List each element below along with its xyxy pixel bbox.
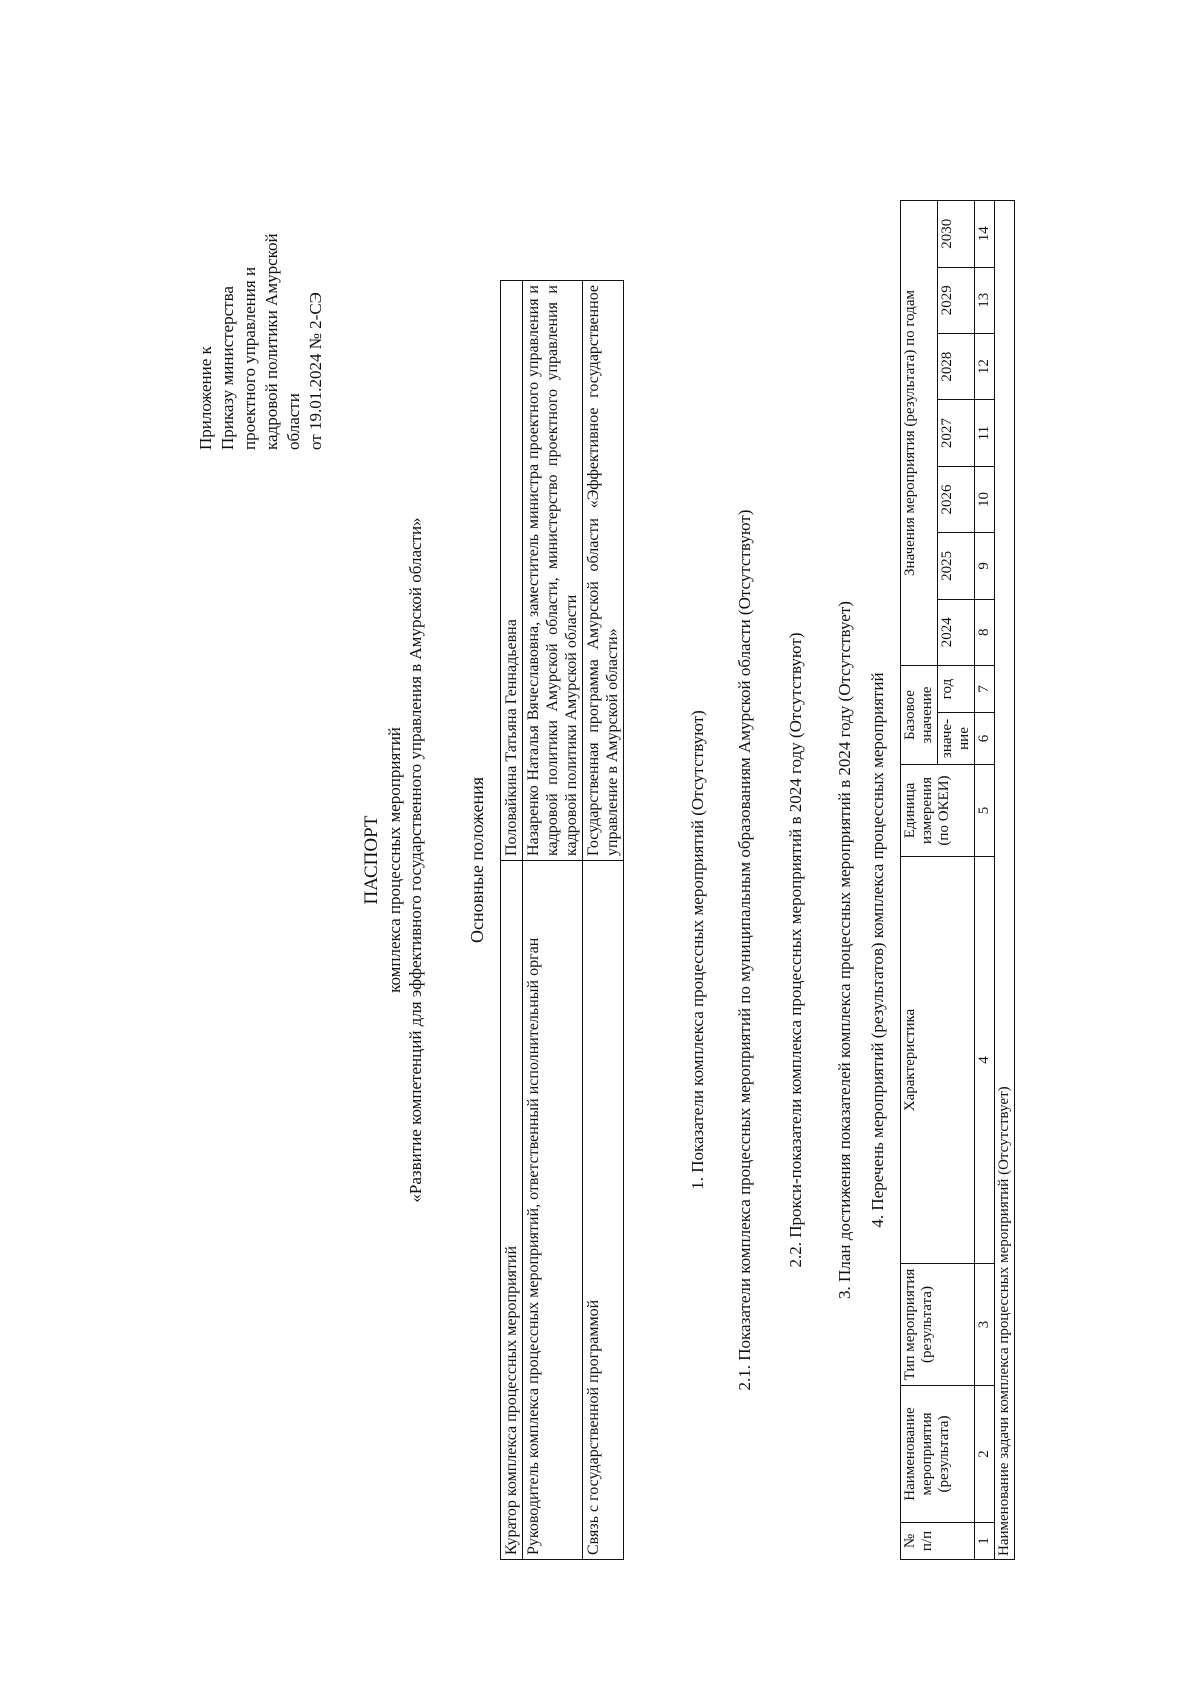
col-number: 10 — [975, 466, 995, 532]
main-provisions-table — [500, 280, 624, 1560]
header-year: 2025 — [938, 533, 975, 599]
header-unit: Единица измерения (по ОКЕИ) — [901, 765, 975, 857]
col-number: 7 — [975, 666, 995, 713]
section-2-2-heading: 2.2. Прокси-показатели комплекса процессных мероприятий в 2024 году (Отсутствуют) — [786, 632, 805, 1268]
section-1-heading: 1. Показатели комплекса процессных мероприятий (Отсутствуют) — [688, 710, 707, 1190]
appendix-line: кадровой политики Амурской — [262, 233, 281, 450]
table-row — [523, 281, 583, 1560]
appendix-line: проектного управления и — [240, 266, 259, 450]
col-number: 8 — [975, 599, 995, 665]
header-values-by-year: Значения мероприятия (результата) по годам — [901, 201, 938, 666]
row-key: Куратор комплекса процессных мероприятий — [501, 861, 523, 1560]
title-subtitle: комплекса процессных мероприятий — [385, 727, 404, 993]
column-number-row — [975, 201, 995, 1560]
appendix-line: от 19.01.2024 № 2-СЭ — [306, 292, 325, 450]
col-number: 6 — [975, 713, 995, 765]
section-4-heading: 4. Перечень мероприятий (результатов) комплекса процессных мероприятий — [868, 672, 887, 1228]
table-header-row — [901, 201, 938, 1560]
row-key: Связь с государственной программой — [583, 861, 624, 1560]
col-number: 9 — [975, 533, 995, 599]
col-number: 12 — [975, 333, 995, 399]
document-title — [360, 280, 426, 1440]
header-year: 2030 — [938, 201, 975, 268]
header-type: Тип мероприятия (результата) — [901, 1264, 975, 1386]
task-row — [995, 201, 1015, 1560]
col-number: 1 — [975, 1523, 995, 1560]
header-year: 2029 — [938, 267, 975, 333]
col-number: 11 — [975, 400, 995, 466]
row-value: Половайкина Татьяна Геннадьевна — [501, 281, 523, 861]
measures-table — [900, 200, 1015, 1560]
header-num: № п/п — [901, 1523, 975, 1560]
col-number: 5 — [975, 765, 995, 857]
task-name: Наименование задачи комплекса процессных мероприятий (Отсутствует) — [995, 201, 1015, 1560]
appendix-note — [195, 130, 327, 450]
row-key: Руководитель комплекса процессных мероприятий, ответственный исполнительный орган — [523, 861, 583, 1560]
main-section-heading: Основные положения — [467, 777, 487, 943]
table-row — [583, 281, 624, 1560]
col-number: 14 — [975, 201, 995, 268]
col-number: 2 — [975, 1386, 995, 1523]
row-value: Государственная программа Амурской области «Эффективное государственное управление в Амурской области» — [583, 281, 624, 861]
appendix-line: Приказу министерства — [218, 286, 237, 450]
title-passport: ПАСПОРТ — [361, 815, 382, 905]
row-value: Назаренко Наталья Вячеславовна, заместитель министра проектного управления и кадровой политики Амурской области, министерство проектного управления и кадровой политики Амурской области — [523, 281, 583, 861]
col-number: 4 — [975, 857, 995, 1264]
header-base-year: год — [938, 666, 975, 713]
col-number: 13 — [975, 267, 995, 333]
appendix-line: области — [284, 393, 303, 450]
header-year: 2024 — [938, 599, 975, 665]
header-year: 2028 — [938, 333, 975, 399]
title-program-name: «Развитие компетенций для эффективного государственного управления в Амурской области» — [406, 517, 425, 1203]
header-year: 2026 — [938, 466, 975, 532]
header-name: Наименование мероприятия (результата) — [901, 1386, 975, 1523]
header-base-value: значе-ние — [938, 713, 975, 765]
section-3-heading: 3. План достижения показателей комплекса процессных мероприятий в 2024 году (Отсутствует) — [835, 601, 854, 1299]
header-year: 2027 — [938, 400, 975, 466]
header-characteristic: Характеристика — [901, 857, 975, 1264]
table-row — [501, 281, 523, 1560]
appendix-line: Приложение к — [196, 346, 215, 450]
col-number: 3 — [975, 1264, 995, 1386]
rotated-page — [0, 120, 1012, 1600]
section-2-1-heading: 2.1. Показатели комплекса процессных мероприятий по муниципальным образованиям Амурской области (Отсутствуют) — [735, 509, 754, 1391]
header-base: Базовое значение — [901, 666, 938, 765]
